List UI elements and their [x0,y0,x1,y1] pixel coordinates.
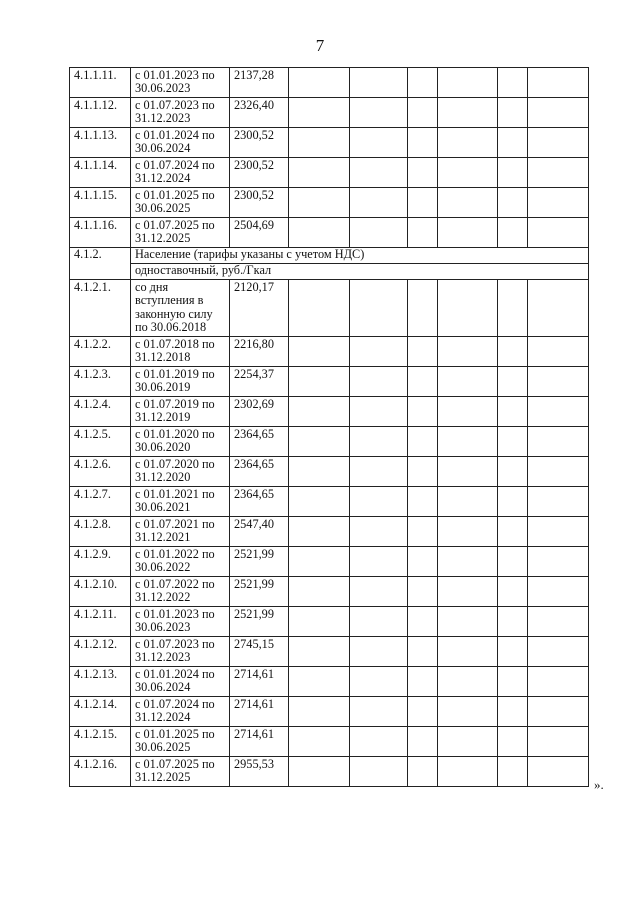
empty-cell [408,607,438,637]
row-number: 4.1.2.3. [70,367,131,397]
empty-cell [350,487,408,517]
empty-cell [289,367,350,397]
empty-cell [498,667,528,697]
empty-cell [528,158,589,188]
empty-cell [408,367,438,397]
empty-cell [528,637,589,667]
row-period: с 01.01.2025 по 30.06.2025 [131,188,230,218]
empty-cell [498,577,528,607]
table-row [70,577,589,607]
empty-cell [289,280,350,337]
empty-cell [408,517,438,547]
empty-cell [528,280,589,337]
empty-cell [408,637,438,667]
page-number: 7 [315,36,325,55]
row-period: с 01.07.2020 по 31.12.2020 [131,457,230,487]
row-value: 2216,80 [230,337,289,367]
row-value: 2521,99 [230,607,289,637]
empty-cell [438,367,498,397]
row-number: 4.1.2.11. [70,607,131,637]
empty-cell [350,667,408,697]
row-period: с 01.07.2025 по 31.12.2025 [131,218,230,248]
table-row [70,397,589,427]
row-value: 2521,99 [230,547,289,577]
empty-cell [438,98,498,128]
empty-cell [438,188,498,218]
empty-cell [438,607,498,637]
empty-cell [528,68,589,98]
empty-cell [408,158,438,188]
empty-cell [438,547,498,577]
row-period: с 01.07.2024 по 31.12.2024 [131,158,230,188]
row-period: с 01.01.2024 по 30.06.2024 [131,667,230,697]
empty-cell [528,607,589,637]
empty-cell [528,218,589,248]
closing-quote: ». [594,777,604,792]
empty-cell [289,517,350,547]
empty-cell [350,577,408,607]
empty-cell [528,457,589,487]
empty-cell [498,727,528,757]
row-value: 2714,61 [230,667,289,697]
row-number: 4.1.2.10. [70,577,131,607]
empty-cell [498,98,528,128]
section-header [70,248,589,280]
rows-group-b [70,337,589,787]
row-number: 4.1.1.15. [70,188,131,218]
empty-cell [350,727,408,757]
row-period: с 01.07.2023 по 31.12.2023 [131,98,230,128]
empty-cell [498,337,528,367]
table-row [70,757,589,787]
section-title-row [70,248,589,264]
row-period: с 01.01.2020 по 30.06.2020 [131,427,230,457]
row-number: 4.1.2.7. [70,487,131,517]
empty-cell [289,697,350,727]
row-value: 2745,15 [230,637,289,667]
empty-cell [350,637,408,667]
row-period: с 01.01.2022 по 30.06.2022 [131,547,230,577]
empty-cell [528,397,589,427]
empty-cell [498,457,528,487]
row-value: 2300,52 [230,158,289,188]
table-row [70,218,589,248]
empty-cell [408,697,438,727]
row-value: 2714,61 [230,697,289,727]
row-period: с 01.01.2023 по 30.06.2023 [131,68,230,98]
row-number: 4.1.2.8. [70,517,131,547]
table-row [70,98,589,128]
empty-cell [408,68,438,98]
empty-cell [350,367,408,397]
table-row [70,697,589,727]
empty-cell [528,757,589,787]
empty-cell [498,218,528,248]
row-number: 4.1.2.1. [70,280,131,337]
empty-cell [438,577,498,607]
empty-cell [528,337,589,367]
row-number: 4.1.1.12. [70,98,131,128]
empty-cell [408,280,438,337]
table-row [70,487,589,517]
row-period: с 01.07.2021 по 31.12.2021 [131,517,230,547]
table-row [70,607,589,637]
section-subtitle: одноставочный, руб./Гкал [131,264,589,280]
table-row [70,727,589,757]
row-period: с 01.01.2025 по 30.06.2025 [131,727,230,757]
empty-cell [350,547,408,577]
row-period: с 01.07.2025 по 31.12.2025 [131,757,230,787]
row-number: 4.1.2.5. [70,427,131,457]
table-row [70,517,589,547]
empty-cell [289,457,350,487]
empty-cell [498,68,528,98]
empty-cell [498,757,528,787]
row-period: с 01.07.2018 по 31.12.2018 [131,337,230,367]
empty-cell [528,547,589,577]
table-row [70,280,589,337]
empty-cell [528,577,589,607]
section-title: Население (тарифы указаны с учетом НДС) [131,248,589,264]
row-number: 4.1.2.12. [70,637,131,667]
empty-cell [498,607,528,637]
empty-cell [408,577,438,607]
section-subtitle-row [70,264,589,280]
empty-cell [289,188,350,218]
table-row [70,667,589,697]
row-number: 4.1.2.13. [70,667,131,697]
empty-cell [408,427,438,457]
empty-cell [289,757,350,787]
empty-cell [350,188,408,218]
row-value: 2137,28 [230,68,289,98]
empty-cell [528,517,589,547]
empty-cell [350,397,408,427]
row-number: 4.1.2.16. [70,757,131,787]
empty-cell [408,547,438,577]
empty-cell [438,697,498,727]
empty-cell [528,697,589,727]
empty-cell [438,68,498,98]
row-number: 4.1.2.14. [70,697,131,727]
empty-cell [438,487,498,517]
row-number: 4.1.2.4. [70,397,131,427]
row-period: с 01.01.2024 по 30.06.2024 [131,128,230,158]
row-value: 2364,65 [230,487,289,517]
row-number: 4.1.2.9. [70,547,131,577]
empty-cell [350,757,408,787]
empty-cell [408,128,438,158]
row-value: 2302,69 [230,397,289,427]
row-value: 2364,65 [230,457,289,487]
empty-cell [498,188,528,218]
empty-cell [438,337,498,367]
table-row [70,457,589,487]
empty-cell [289,218,350,248]
empty-cell [289,68,350,98]
row-period: с 01.01.2021 по 30.06.2021 [131,487,230,517]
empty-cell [438,667,498,697]
table-row [70,158,589,188]
empty-cell [408,487,438,517]
row-value: 2300,52 [230,128,289,158]
row-period: с 01.07.2024 по 31.12.2024 [131,697,230,727]
empty-cell [289,128,350,158]
first-row-group [70,280,589,337]
empty-cell [438,218,498,248]
empty-cell [438,457,498,487]
empty-cell [350,280,408,337]
empty-cell [528,667,589,697]
empty-cell [528,188,589,218]
empty-cell [350,607,408,637]
empty-cell [498,427,528,457]
row-period: с 01.07.2019 по 31.12.2019 [131,397,230,427]
row-value: 2955,53 [230,757,289,787]
empty-cell [289,427,350,457]
empty-cell [498,128,528,158]
row-value: 2254,37 [230,367,289,397]
empty-cell [408,337,438,367]
empty-cell [289,487,350,517]
empty-cell [528,427,589,457]
section-number: 4.1.2. [70,248,131,280]
row-period: с 01.07.2023 по 31.12.2023 [131,637,230,667]
empty-cell [408,188,438,218]
empty-cell [528,487,589,517]
row-value: 2300,52 [230,188,289,218]
row-value: 2326,40 [230,98,289,128]
empty-cell [498,367,528,397]
empty-cell [498,517,528,547]
empty-cell [289,397,350,427]
row-value: 2547,40 [230,517,289,547]
row-value: 2504,69 [230,218,289,248]
empty-cell [350,218,408,248]
empty-cell [498,397,528,427]
empty-cell [408,727,438,757]
row-number: 4.1.1.16. [70,218,131,248]
empty-cell [438,427,498,457]
empty-cell [289,158,350,188]
empty-cell [289,667,350,697]
table-row [70,68,589,98]
row-value: 2120,17 [230,280,289,337]
row-period: с 01.01.2019 по 30.06.2019 [131,367,230,397]
empty-cell [350,697,408,727]
empty-cell [498,487,528,517]
row-period: с 01.01.2023 по 30.06.2023 [131,607,230,637]
row-value: 2364,65 [230,427,289,457]
table-row [70,547,589,577]
empty-cell [498,158,528,188]
empty-cell [528,128,589,158]
row-period: с 01.07.2022 по 31.12.2022 [131,577,230,607]
empty-cell [498,637,528,667]
empty-cell [438,727,498,757]
empty-cell [408,218,438,248]
empty-cell [528,727,589,757]
empty-cell [408,98,438,128]
empty-cell [289,337,350,367]
empty-cell [289,577,350,607]
empty-cell [408,457,438,487]
empty-cell [350,128,408,158]
empty-cell [289,727,350,757]
row-number: 4.1.1.13. [70,128,131,158]
row-number: 4.1.1.11. [70,68,131,98]
row-number: 4.1.2.15. [70,727,131,757]
table-row [70,427,589,457]
rows-group-a [70,68,589,248]
empty-cell [289,547,350,577]
empty-cell [350,457,408,487]
empty-cell [528,98,589,128]
empty-cell [289,98,350,128]
table-row [70,188,589,218]
empty-cell [350,68,408,98]
table-row [70,637,589,667]
empty-cell [408,397,438,427]
empty-cell [408,757,438,787]
row-number: 4.1.2.2. [70,337,131,367]
empty-cell [438,128,498,158]
empty-cell [438,517,498,547]
empty-cell [408,667,438,697]
empty-cell [438,637,498,667]
empty-cell [438,158,498,188]
row-number: 4.1.2.6. [70,457,131,487]
tariff-table [69,67,589,787]
empty-cell [498,547,528,577]
empty-cell [528,367,589,397]
empty-cell [350,517,408,547]
table-row [70,367,589,397]
empty-cell [498,280,528,337]
empty-cell [498,697,528,727]
row-value: 2714,61 [230,727,289,757]
empty-cell [438,397,498,427]
row-number: 4.1.1.14. [70,158,131,188]
empty-cell [438,280,498,337]
empty-cell [350,427,408,457]
empty-cell [289,607,350,637]
empty-cell [438,757,498,787]
empty-cell [350,98,408,128]
row-value: 2521,99 [230,577,289,607]
table-row [70,128,589,158]
table-row [70,337,589,367]
empty-cell [289,637,350,667]
empty-cell [350,158,408,188]
row-period: со дня вступления в законную силу по 30.06.2018 [131,280,230,337]
empty-cell [350,337,408,367]
